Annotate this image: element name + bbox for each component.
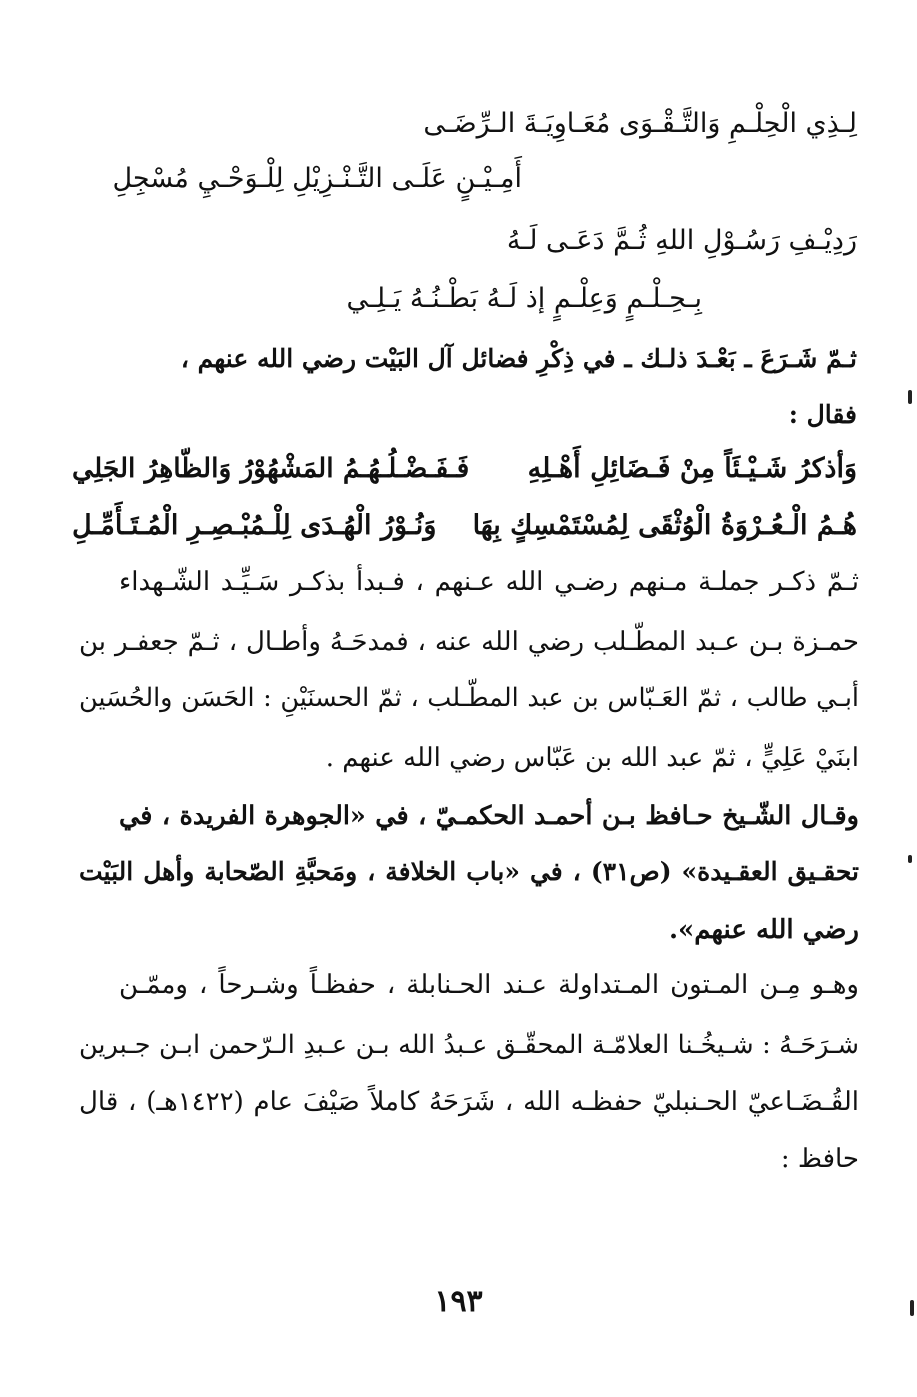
paragraph-2-line-2: تحقـيق العقـيدة» (ص٣١) ، في «باب الخلافة ، ومَحبَّةِ الصّحابة وأهل البَيْت: [79, 857, 859, 886]
verse-1-left: فَـفَـضْـلُـهُـمُ المَشْهُوْرُ وَالظّاهِرُ الجَلِي: [72, 453, 470, 484]
poem-line-4: بِـحِـلْـمٍ وَعِلْـمٍ إذ لَـهُ بَطْـنُـهُ يَـلِـي: [346, 283, 702, 314]
page-number: ١٩٣: [434, 1284, 483, 1319]
paragraph-1-line-4: ابنَيْ عَلِيٍّ ، ثمّ عبد الله بن عَبّاس رضي الله عنهم .: [325, 743, 859, 773]
paragraph-3-line-2: شـرَحَـهُ : شـيخُـنا العلامّـة المحقّـق عـبدُ الله بـن عـبدِ الـرّحمن ابـن جـبرين: [79, 1030, 859, 1060]
verse-1-right: وَأذكرُ شَـيْـئَاً مِنْ فَـضَائِلِ أَهْـلِهِ: [527, 453, 857, 484]
paragraph-3-line-1: وهـو مِـن المـتون المـتداولة عـند الحـنابلة ، حفظـاً وشـرحاً ، وممّـن: [119, 970, 859, 1000]
verse-2-right: هُـمُ الْـعُـرْوَةُ الْوُثْقَى لِمُسْتَمْسِكٍ بِهَا: [472, 510, 857, 541]
scan-edge-mark-middle: [908, 855, 912, 863]
paragraph-1-line-1: ثـمّ ذكـر جملـة مـنهم رضـي الله عـنهم ، فـبدأ بذكـر سَـيِّـد الشّـهداء: [119, 567, 859, 597]
scan-edge-mark-bottom: [910, 1300, 914, 1316]
paragraph-3-line-4: حافظ :: [780, 1144, 859, 1174]
paragraph-2-line-1: وقـال الشّـيخ حـافظ بـن أحمـد الحكمـيّ ، في «الجوهرة الفريدة ، في: [119, 801, 859, 831]
paragraph-1-line-2: حمـزة بـن عـبد المطّـلب رضي الله عنه ، فمدحَـهُ وأطـال ، ثـمّ جعفـر بن: [79, 627, 859, 657]
scan-edge-mark-top: [908, 390, 912, 404]
poem-line-2: أَمِـيْـنٍ عَلَـى التَّـنْـزِيْلِ لِلْـوَحْـيِ مُسْجِلِ: [112, 163, 522, 194]
paragraph-2-line-3: رضي الله عنهم».: [668, 915, 859, 945]
paragraph-3-line-3: القُـضَـاعيّ الحـنبليّ حفظـه الله ، شَرَحَهُ كاملاً صَيْفَ عام (١٤٢٢هـ) ، قال: [79, 1087, 859, 1117]
poem-line-3: رَدِيْـفِ رَسُـوْلِ اللهِ ثُـمَّ دَعَـى لَـهُ: [506, 225, 857, 256]
poem-line-1: لِـذِي الْحِلْـمِ وَالتَّـقْـوَى مُعَـاوِيَـةَ الـرِّضَـى: [423, 108, 857, 139]
verse-2-left: وَنُـوْرُ الْهُـدَى لِلْـمُبْـصِـرِ الْمُـتَـأَمِّـلِ: [72, 510, 437, 541]
intro-line-1: ثـمّ شَـرَعَ ـ بَعْـدَ ذلـك ـ في ذِكْرِ فضائل آل البَيْت رضي الله عنهم ،: [180, 344, 857, 373]
paragraph-1-line-3: أبـي طالب ، ثمّ العَـبّاس بن عبد المطّـلب ، ثمّ الحسنَيْنِ : الحَسَن والحُسَين: [79, 683, 859, 713]
intro-line-2: فقال :: [788, 400, 857, 429]
